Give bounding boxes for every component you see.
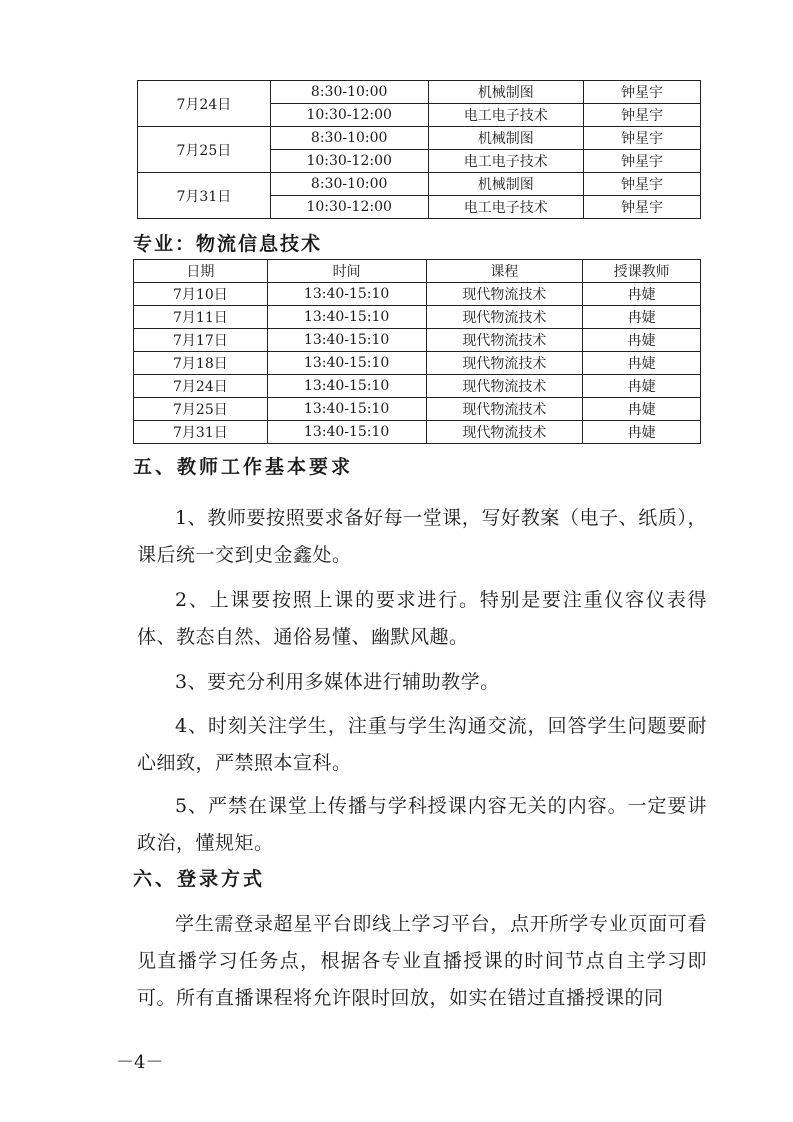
course-cell: 电工电子技术 xyxy=(428,104,583,127)
course-cell: 现代物流技术 xyxy=(426,306,583,329)
teacher-cell: 钟星宇 xyxy=(584,127,701,150)
table-row xyxy=(134,398,701,421)
teacher-cell: 冉婕 xyxy=(583,352,701,375)
time-cell: 13:40-15:10 xyxy=(267,283,426,306)
table-row xyxy=(134,329,701,352)
teacher-cell: 钟星宇 xyxy=(584,104,701,127)
date-cell: 7月31日 xyxy=(138,173,271,219)
course-cell: 现代物流技术 xyxy=(426,375,583,398)
table-header-row xyxy=(134,260,701,283)
requirement-4: 4、时刻关注学生，注重与学生沟通交流，回答学生问题要耐心细致，严禁照本宣科。 xyxy=(137,715,707,774)
teacher-cell: 钟星宇 xyxy=(584,173,701,196)
time-cell: 10:30-12:00 xyxy=(270,104,428,127)
course-cell: 现代物流技术 xyxy=(426,421,583,444)
table-row xyxy=(138,173,701,196)
teacher-cell: 钟星宇 xyxy=(584,150,701,173)
course-cell: 电工电子技术 xyxy=(428,150,583,173)
table-row xyxy=(134,375,701,398)
date-cell: 7月24日 xyxy=(134,375,268,398)
course-cell: 现代物流技术 xyxy=(426,352,583,375)
login-instructions: 学生需登录超星平台即线上学习平台，点开所学专业页面可看见直播学习任务点，根据各专业直播授课的时间节点自主学习即可。所有直播课程将允许限时回放，如实在错过直播授课的同 xyxy=(137,913,707,1009)
teacher-cell: 冉婕 xyxy=(583,283,701,306)
time-cell: 8:30-10:00 xyxy=(270,81,428,104)
teacher-cell: 冉婕 xyxy=(583,329,701,352)
date-cell: 7月10日 xyxy=(134,283,268,306)
teacher-cell: 钟星宇 xyxy=(584,81,701,104)
teacher-cell: 冉婕 xyxy=(583,398,701,421)
table-row xyxy=(134,306,701,329)
time-cell: 13:40-15:10 xyxy=(267,329,426,352)
date-cell: 7月25日 xyxy=(134,398,268,421)
table-row xyxy=(134,352,701,375)
table-row xyxy=(138,127,701,150)
course-cell: 现代物流技术 xyxy=(426,329,583,352)
page-number: －4－ xyxy=(116,1052,164,1073)
date-cell: 7月17日 xyxy=(134,329,268,352)
date-cell: 7月31日 xyxy=(134,421,268,444)
time-cell: 13:40-15:10 xyxy=(267,375,426,398)
time-cell: 10:30-12:00 xyxy=(270,150,428,173)
course-cell: 现代物流技术 xyxy=(426,283,583,306)
header-course: 课程 xyxy=(426,260,583,283)
header-teacher: 授课教师 xyxy=(583,260,701,283)
date-cell: 7月11日 xyxy=(134,306,268,329)
table-row xyxy=(134,421,701,444)
major-heading: 专业：物流信息技术 xyxy=(133,233,323,255)
course-cell: 机械制图 xyxy=(428,81,583,104)
table-row xyxy=(138,81,701,104)
time-cell: 13:40-15:10 xyxy=(267,421,426,444)
schedule-table-logistics xyxy=(133,259,701,444)
section-5-heading: 五、教师工作基本要求 xyxy=(133,456,354,478)
date-cell: 7月18日 xyxy=(134,352,268,375)
header-time: 时间 xyxy=(267,260,426,283)
table-row xyxy=(134,283,701,306)
schedule-table-mechanical xyxy=(137,80,701,219)
requirement-3: 3、要充分利用多媒体进行辅助教学。 xyxy=(175,671,500,693)
teacher-cell: 冉婕 xyxy=(583,306,701,329)
date-cell: 7月25日 xyxy=(138,127,271,173)
header-date: 日期 xyxy=(134,260,268,283)
time-cell: 13:40-15:10 xyxy=(267,352,426,375)
teacher-cell: 冉婕 xyxy=(583,375,701,398)
section-6-heading: 六、登录方式 xyxy=(133,868,266,890)
teacher-cell: 钟星宇 xyxy=(584,196,701,219)
time-cell: 8:30-10:00 xyxy=(270,173,428,196)
requirement-2: 2、上课要按照上课的要求进行。特别是要注重仪容仪表得体、教态自然、通俗易懂、幽默风趣。 xyxy=(137,589,707,648)
requirement-1: 1、教师要按照要求备好每一堂课，写好教案（电子、纸质），课后统一交到史金鑫处。 xyxy=(137,507,707,566)
teacher-cell: 冉婕 xyxy=(583,421,701,444)
course-cell: 电工电子技术 xyxy=(428,196,583,219)
requirement-5: 5、严禁在课堂上传播与学科授课内容无关的内容。一定要讲政治，懂规矩。 xyxy=(137,795,707,854)
time-cell: 13:40-15:10 xyxy=(267,398,426,421)
time-cell: 10:30-12:00 xyxy=(270,196,428,219)
course-cell: 机械制图 xyxy=(428,173,583,196)
time-cell: 8:30-10:00 xyxy=(270,127,428,150)
date-cell: 7月24日 xyxy=(138,81,271,127)
time-cell: 13:40-15:10 xyxy=(267,306,426,329)
course-cell: 机械制图 xyxy=(428,127,583,150)
course-cell: 现代物流技术 xyxy=(426,398,583,421)
